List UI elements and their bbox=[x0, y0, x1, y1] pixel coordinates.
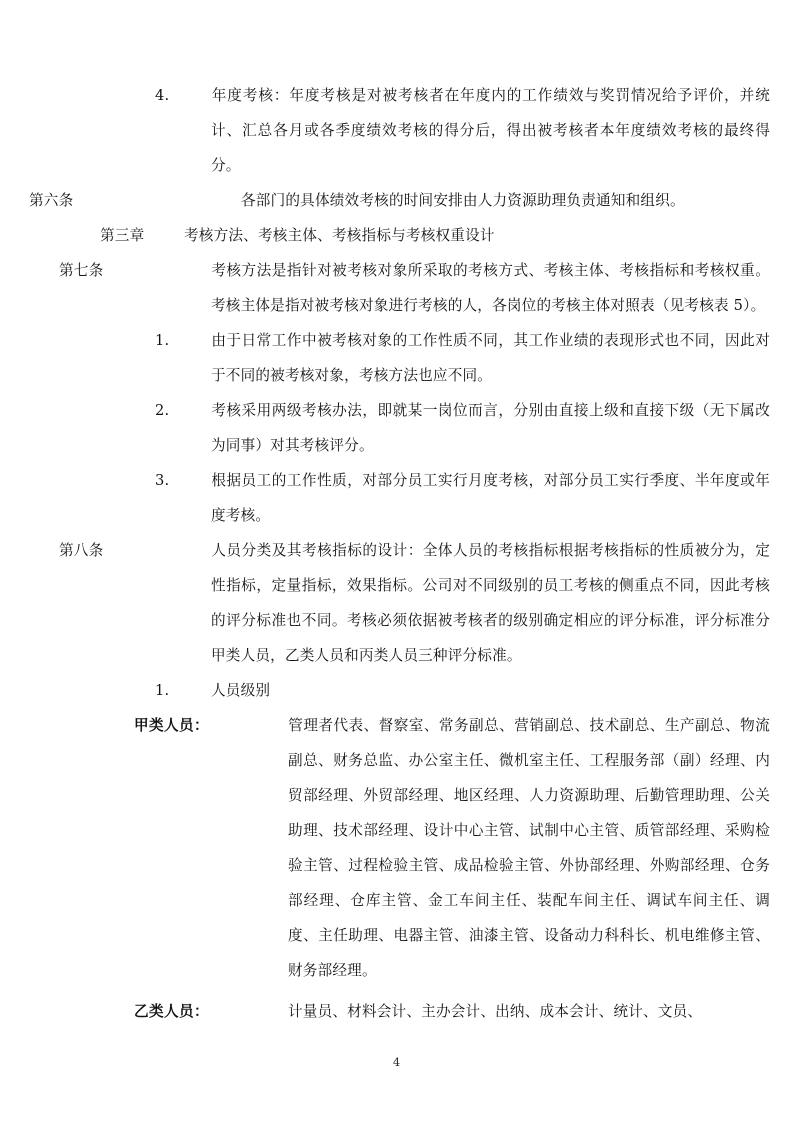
list-item-number: 3. bbox=[155, 472, 170, 489]
grade-b-text: 计量员、材料会计、主办会计、出纳、成本会计、统计、文员、 bbox=[288, 1003, 703, 1020]
article-7-text: 考核方法是指针对被考核对象所采取的考核方式、考核主体、考核指标和考核权重。考核主体是指对被考核对象进行考核的人，各岗位的考核主体对照表（见考核表 5）。 bbox=[211, 262, 770, 314]
article-8-text: 人员分类及其考核指标的设计：全体人员的考核指标根据考核指标的性质被分为，定性指标，定量指标，效果指标。公司对不同级别的员工考核的侧重点不同，因此考核的评分标准也不同。考核必须依据被考核者的级别确定相应的评分标准，评分标准分甲类人员，乙类人员和丙类人员三种评分标准。 bbox=[211, 542, 770, 664]
list-item-number: 4. bbox=[155, 87, 170, 104]
article-7-label: 第七条 bbox=[59, 262, 104, 279]
list-item-inner bbox=[155, 323, 770, 393]
list-item-number: 1. bbox=[155, 682, 170, 699]
chapter-3-heading bbox=[0, 218, 793, 253]
definition-inner bbox=[134, 708, 770, 988]
grade-b-term bbox=[134, 994, 288, 1029]
grade-b-separator: ： bbox=[193, 1003, 209, 1020]
article-8 bbox=[0, 533, 793, 673]
page-content bbox=[0, 78, 793, 1029]
grade-a-separator: ： bbox=[193, 717, 209, 734]
article-7 bbox=[0, 253, 793, 323]
article-8-label: 第八条 bbox=[59, 542, 104, 559]
article-8-item-1 bbox=[0, 673, 793, 708]
article-7-body bbox=[59, 253, 770, 323]
grade-a-term bbox=[134, 708, 288, 743]
list-item-number: 2. bbox=[155, 402, 170, 419]
list-item-text: 考核采用两级考核办法，即就某一岗位而言，分别由直接上级和直接下级（无下属改为同事）对其考核评分。 bbox=[211, 402, 770, 454]
article-7-item-3 bbox=[0, 463, 793, 533]
grade-b-definition bbox=[0, 994, 793, 1029]
grade-a-definition bbox=[0, 708, 793, 988]
article-7-item-1 bbox=[0, 323, 793, 393]
article-6-text: 各部门的具体绩效考核的时间安排由人力资源助理负责通知和组织。 bbox=[241, 192, 685, 209]
definition-inner bbox=[134, 994, 770, 1029]
article-6 bbox=[0, 183, 793, 218]
list-item-inner bbox=[155, 463, 770, 533]
list-item-text: 年度考核：年度考核是对被考核者在年度内的工作绩效与奖罚情况给予评价，并统计、汇总各月或各季度绩效考核的得分后，得出被考核者本年度绩效考核的最终得分。 bbox=[211, 87, 770, 174]
article-8-body bbox=[59, 533, 770, 673]
grade-b-term-text: 乙类人员 bbox=[134, 1003, 194, 1020]
grade-a-term-text: 甲类人员 bbox=[134, 717, 194, 734]
article-7-item-2 bbox=[0, 393, 793, 463]
chapter-3-title: 考核方法、考核主体、考核指标与考核权重设计 bbox=[184, 227, 495, 244]
article-6-body bbox=[29, 183, 770, 218]
list-item-annual-appraisal bbox=[0, 78, 793, 183]
article-6-label: 第六条 bbox=[29, 192, 74, 209]
chapter-3-label: 第三章 bbox=[100, 227, 145, 244]
list-item-number: 1. bbox=[155, 332, 170, 349]
list-item-inner bbox=[155, 673, 770, 708]
page-number: 4 bbox=[392, 1055, 401, 1069]
list-item-text: 根据员工的工作性质，对部分员工实行月度考核，对部分员工实行季度、半年度或年度考核。 bbox=[211, 472, 770, 524]
list-item-text: 人员级别 bbox=[211, 682, 271, 699]
grade-a-text: 管理者代表、督察室、常务副总、营销副总、技术副总、生产副总、物流副总、财务总监、办公室主任、微机室主任、工程服务部（副）经理、内贸部经理、外贸部经理、地区经理、人力资源助理、后勤管理助理、公关助理、技术部经理、设计中心主管、试制中心主管、质管部经理、采购检验主管、过程检验主管、成品检验主管、外协部经理、外购部经理、仓务部经理、仓库主管、金工车间主任、装配车间主任、调试车间主任、调度、主任助理、电器主管、油漆主管、设备动力科科长、机电维修主管、财务部经理。 bbox=[288, 717, 770, 979]
list-item-text: 由于日常工作中被考核对象的工作性质不同，其工作业绩的表现形式也不同，因此对于不同的被考核对象，考核方法也应不同。 bbox=[211, 332, 770, 384]
list-item-inner bbox=[155, 78, 770, 183]
list-item-inner bbox=[155, 393, 770, 463]
